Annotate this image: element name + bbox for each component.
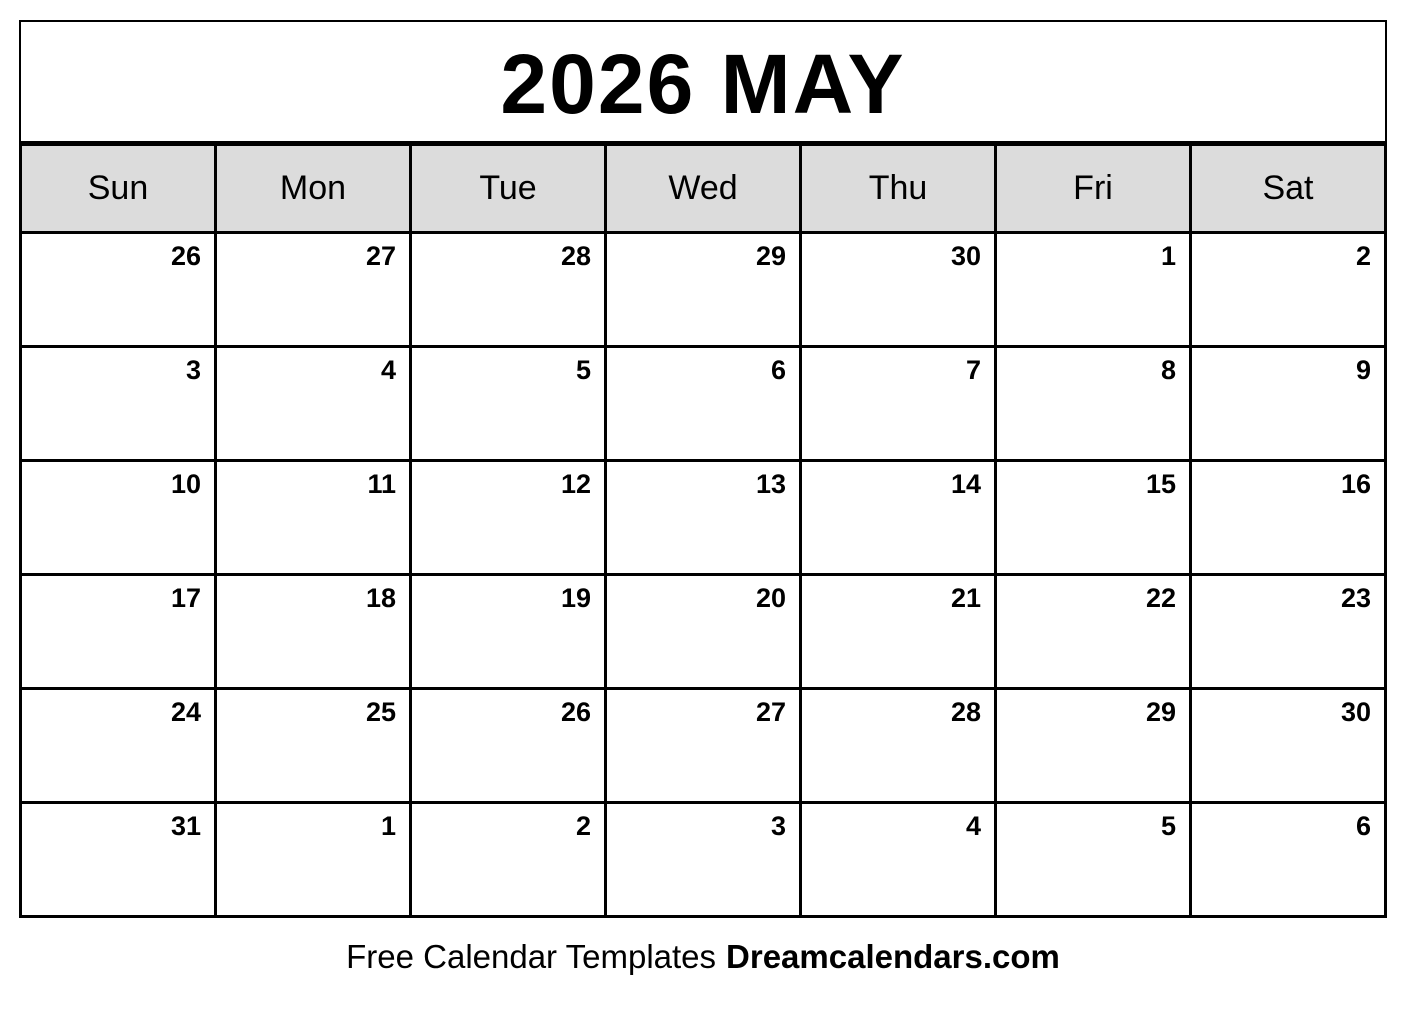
day-cell xyxy=(997,348,1189,459)
day-number: 19 xyxy=(560,583,591,613)
day-cell xyxy=(997,804,1189,915)
day-number: 16 xyxy=(1340,469,1371,499)
calendar-grid xyxy=(19,143,1387,918)
day-number: 2 xyxy=(1355,241,1371,271)
day-number: 27 xyxy=(755,697,786,727)
day-number: 26 xyxy=(560,697,591,727)
day-number: 22 xyxy=(1145,583,1176,613)
day-cell xyxy=(412,348,604,459)
day-number: 6 xyxy=(770,355,786,385)
calendar-title-box xyxy=(19,20,1387,143)
day-number: 1 xyxy=(380,811,396,841)
day-cell xyxy=(802,804,994,915)
day-number: 17 xyxy=(170,583,201,613)
day-cell xyxy=(607,234,799,345)
day-number: 3 xyxy=(770,811,786,841)
day-number: 30 xyxy=(950,241,981,271)
day-number: 9 xyxy=(1355,355,1371,385)
day-number: 10 xyxy=(170,469,201,499)
day-number: 26 xyxy=(170,241,201,271)
day-number: 13 xyxy=(755,469,786,499)
day-cell xyxy=(22,234,214,345)
day-number: 2 xyxy=(575,811,591,841)
day-number: 20 xyxy=(755,583,786,613)
day-number: 15 xyxy=(1145,469,1176,499)
day-cell xyxy=(607,690,799,801)
footer xyxy=(19,938,1387,976)
weekday-header-sun: Sun xyxy=(22,146,214,231)
day-cell xyxy=(1192,576,1384,687)
day-number: 11 xyxy=(367,469,396,499)
footer-text: Free Calendar Templates xyxy=(346,938,717,975)
day-number: 1 xyxy=(1160,241,1176,271)
day-number: 31 xyxy=(170,811,201,841)
day-cell xyxy=(1192,234,1384,345)
day-cell xyxy=(997,690,1189,801)
day-number: 8 xyxy=(1160,355,1176,385)
day-cell xyxy=(1192,462,1384,573)
day-cell xyxy=(412,690,604,801)
day-number: 23 xyxy=(1340,583,1371,613)
footer-brand: Dreamcalendars.com xyxy=(726,938,1060,975)
day-cell xyxy=(607,462,799,573)
day-number: 4 xyxy=(380,355,396,385)
day-cell xyxy=(1192,348,1384,459)
day-number: 28 xyxy=(950,697,981,727)
day-number: 4 xyxy=(965,811,981,841)
day-cell xyxy=(412,234,604,345)
day-cell xyxy=(217,234,409,345)
day-number: 21 xyxy=(950,583,981,613)
day-cell xyxy=(412,576,604,687)
day-cell xyxy=(22,576,214,687)
day-cell xyxy=(802,234,994,345)
day-number: 12 xyxy=(560,469,591,499)
day-cell xyxy=(217,348,409,459)
day-cell xyxy=(22,348,214,459)
day-number: 24 xyxy=(170,697,201,727)
day-cell xyxy=(802,462,994,573)
day-number: 27 xyxy=(365,241,396,271)
day-number: 5 xyxy=(575,355,591,385)
day-cell xyxy=(997,234,1189,345)
weekday-header-fri: Fri xyxy=(997,146,1189,231)
day-number: 5 xyxy=(1160,811,1176,841)
day-cell xyxy=(607,348,799,459)
day-cell xyxy=(22,804,214,915)
day-cell xyxy=(802,690,994,801)
day-cell xyxy=(217,804,409,915)
day-cell xyxy=(217,576,409,687)
day-cell xyxy=(607,576,799,687)
day-number: 7 xyxy=(965,355,981,385)
day-cell xyxy=(1192,690,1384,801)
day-number: 3 xyxy=(185,355,201,385)
weekday-header-tue: Tue xyxy=(412,146,604,231)
day-number: 14 xyxy=(950,469,981,499)
day-cell xyxy=(997,576,1189,687)
day-cell xyxy=(22,462,214,573)
weekday-header-thu: Thu xyxy=(802,146,994,231)
day-cell xyxy=(22,690,214,801)
day-cell xyxy=(412,804,604,915)
day-number: 29 xyxy=(755,241,786,271)
day-number: 6 xyxy=(1355,811,1371,841)
day-number: 28 xyxy=(560,241,591,271)
weekday-header-wed: Wed xyxy=(607,146,799,231)
day-number: 18 xyxy=(365,583,396,613)
day-number: 25 xyxy=(365,697,396,727)
day-cell xyxy=(1192,804,1384,915)
day-cell xyxy=(217,690,409,801)
day-cell xyxy=(802,576,994,687)
weekday-header-mon: Mon xyxy=(217,146,409,231)
calendar-title: 2026 MAY xyxy=(500,36,906,131)
day-number: 29 xyxy=(1145,697,1176,727)
day-cell xyxy=(997,462,1189,573)
day-cell xyxy=(412,462,604,573)
day-cell xyxy=(217,462,409,573)
day-cell xyxy=(802,348,994,459)
day-number: 30 xyxy=(1340,697,1371,727)
weekday-header-sat: Sat xyxy=(1192,146,1384,231)
day-cell xyxy=(607,804,799,915)
